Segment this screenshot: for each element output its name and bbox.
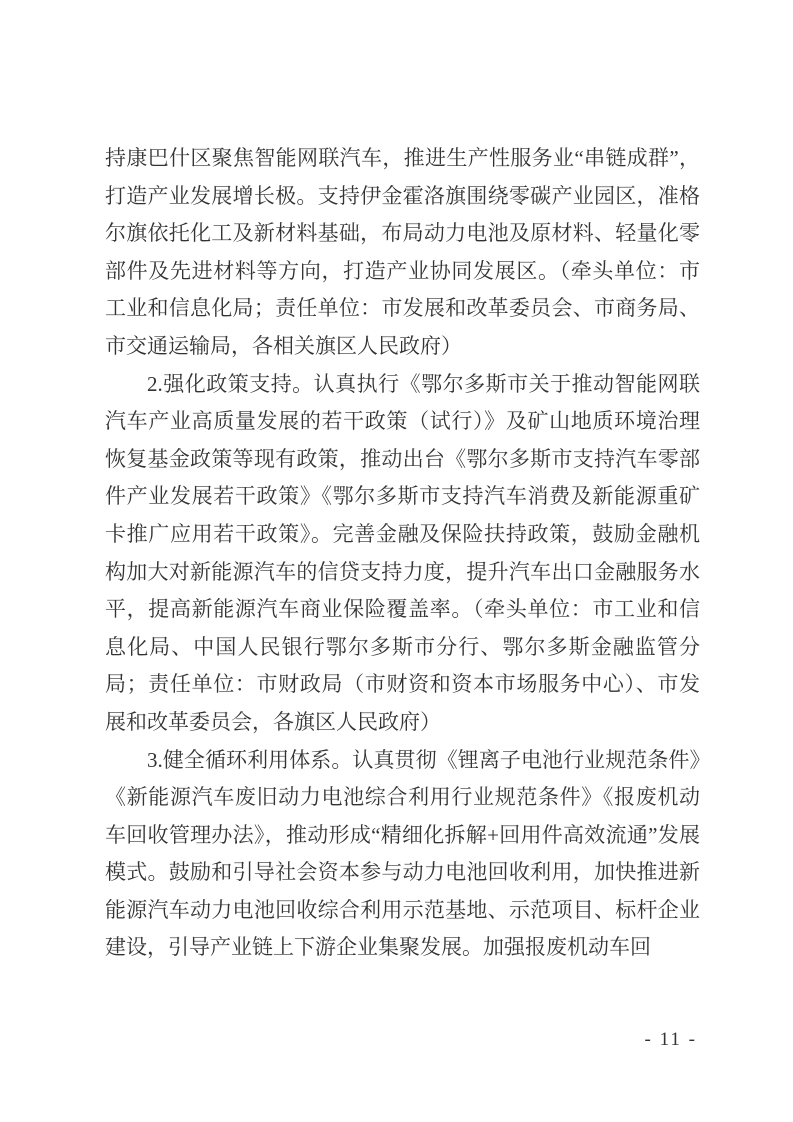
paragraph-continuation: 持康巴什区聚焦智能网联汽车，推进生产性服务业“串链成群”，打造产业发展增长极。支持伊金霍洛旗围绕零碳产业园区，准格尔旗依托化工及新材料基础，布局动力电池及原材料、轻量化零部件及先进材料等方向，打造产业协同发展区。（牵头单位：市工业和信息化局；责任单位：市发展和改革委员会、市商务局、市交通运输局，各相关旗区人民政府）	[105, 146, 700, 358]
paragraph-item-2-policy-support: 2.强化政策支持。认真执行《鄂尔多斯市关于推动智能网联汽车产业高质量发展的若干政策（试行）》及矿山地质环境治理恢复基金政策等现有政策，推动出台《鄂尔多斯市支持汽车零部件产业发展若干政策》《鄂尔多斯市支持汽车消费及新能源重矿卡推广应用若干政策》。完善金融及保险扶持政策，鼓励金融机构加大对新能源汽车的信贷支持力度，提升汽车出口金融服务水平，提高新能源汽车商业保险覆盖率。（牵头单位：市工业和信息化局、中国人民银行鄂尔多斯市分行、鄂尔多斯金融监管分局；责任单位：市财政局（市财资和资本市场服务中心）、市发展和改革委员会，各旗区人民政府）	[105, 371, 700, 734]
paragraph-item-3-recycling-system: 3.健全循环利用体系。认真贯彻《锂离子电池行业规范条件》《新能源汽车废旧动力电池综合利用行业规范条件》《报废机动车回收管理办法》，推动形成“精细化拆解+回用件高效流通”发展模式。鼓励和引导社会资本参与动力电池回收利用，加快推进新能源汽车动力电池回收综合利用示范基地、示范项目、标杆企业建设，引导产业链上下游企业集聚发展。加强报废机动车回	[105, 747, 700, 960]
document-body	[105, 140, 700, 967]
page-number: - 11 -	[644, 1029, 697, 1050]
